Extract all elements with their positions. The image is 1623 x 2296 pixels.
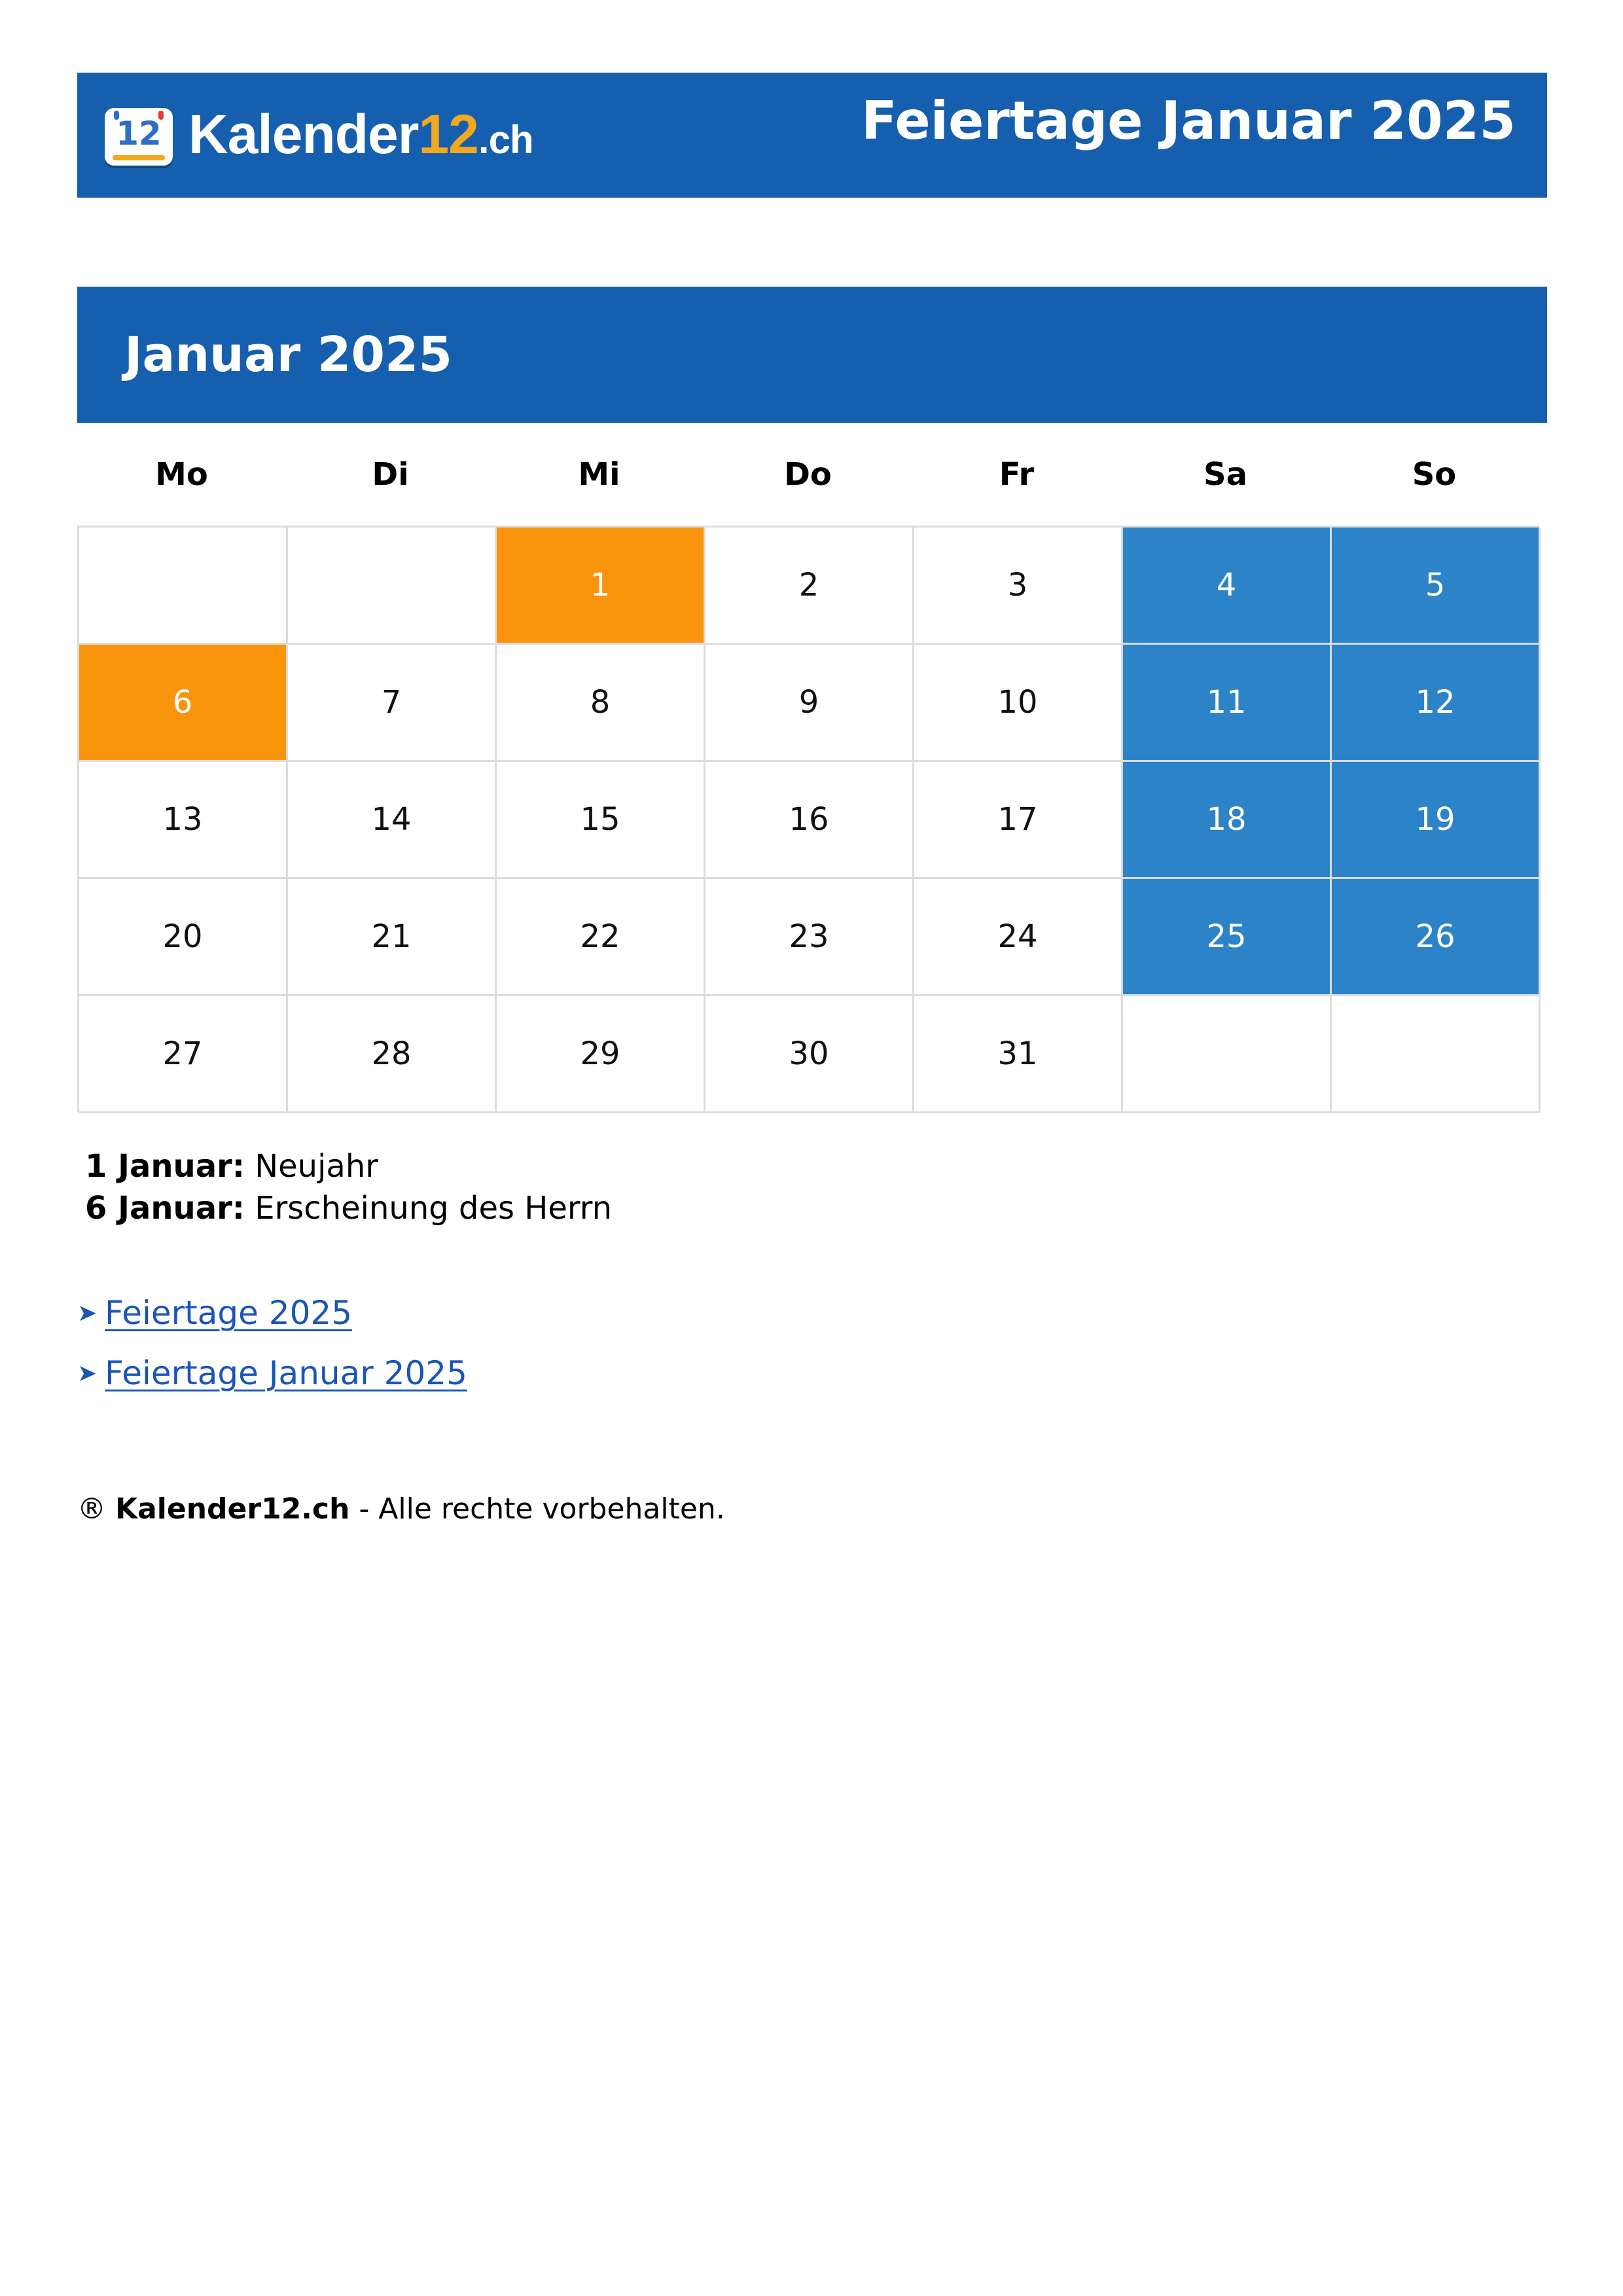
holiday-item [85, 1145, 1263, 1187]
day-cell-empty [1123, 996, 1332, 1113]
holiday-name: Erscheinung des Herrn [255, 1190, 613, 1227]
day-cell-empty [79, 528, 288, 645]
footer [77, 1490, 725, 1529]
weekday-so: So [1412, 456, 1457, 493]
day-cell-holiday: 6 [79, 645, 288, 762]
weekday-di: Di [372, 456, 409, 493]
day-cell-weekend: 18 [1123, 762, 1332, 879]
day-cell-empty [288, 528, 497, 645]
day-cell: 29 [497, 996, 705, 1113]
day-cell-weekend: 11 [1123, 645, 1332, 762]
holiday-date: 1 Januar: [85, 1148, 245, 1185]
month-title-bar [77, 287, 1547, 423]
day-cell-weekend: 4 [1123, 528, 1332, 645]
day-cell: 27 [79, 996, 288, 1113]
footer-text: - Alle rechte vorbehalten. [359, 1492, 725, 1526]
holiday-item [85, 1187, 1263, 1229]
weekday-mi: Mi [578, 456, 620, 493]
day-cell: 15 [497, 762, 705, 879]
day-cell: 28 [288, 996, 497, 1113]
weekday-fr: Fr [999, 456, 1035, 493]
day-cell-weekend: 25 [1123, 879, 1332, 996]
logo-text-accent: 12 [418, 103, 478, 165]
page-title: Feiertage Januar 2025 [861, 90, 1516, 151]
calendar-icon [105, 108, 173, 166]
day-cell-holiday: 1 [497, 528, 705, 645]
day-cell: 16 [705, 762, 914, 879]
day-cell-weekend: 5 [1332, 528, 1541, 645]
calendar-grid [77, 526, 1539, 1112]
day-cell: 30 [705, 996, 914, 1113]
day-cell: 10 [914, 645, 1123, 762]
arrow-right-icon: ➤ [77, 1299, 98, 1327]
logo-text-main: Kalender [188, 103, 419, 165]
logo-wordmark [188, 104, 533, 170]
day-cell-empty [1332, 996, 1541, 1113]
holiday-name: Neujahr [255, 1148, 378, 1185]
day-cell: 14 [288, 762, 497, 879]
weekday-header-row [77, 445, 1539, 504]
month-title: Januar 2025 [124, 327, 452, 383]
day-cell-weekend: 12 [1332, 645, 1541, 762]
registered-icon: ® [77, 1492, 106, 1526]
day-cell: 31 [914, 996, 1123, 1113]
footer-brand: Kalender12.ch [115, 1492, 350, 1526]
day-cell: 23 [705, 879, 914, 996]
calendar-icon-bar [113, 155, 165, 160]
site-logo[interactable] [105, 103, 533, 167]
day-cell: 17 [914, 762, 1123, 879]
day-cell: 8 [497, 645, 705, 762]
link-feiertage-2025[interactable]: Feiertage 2025 [105, 1294, 353, 1332]
day-cell-weekend: 19 [1332, 762, 1541, 879]
logo-text-tld: .ch [478, 117, 533, 162]
day-cell: 2 [705, 528, 914, 645]
day-cell: 7 [288, 645, 497, 762]
day-cell: 21 [288, 879, 497, 996]
day-cell-weekend: 26 [1332, 879, 1541, 996]
weekday-sa: Sa [1204, 456, 1247, 493]
related-links [77, 1283, 467, 1403]
link-row [77, 1343, 467, 1403]
day-cell: 22 [497, 879, 705, 996]
link-row [77, 1283, 467, 1343]
day-cell: 13 [79, 762, 288, 879]
header-banner [77, 73, 1547, 198]
day-cell: 24 [914, 879, 1123, 996]
arrow-right-icon: ➤ [77, 1359, 98, 1387]
holiday-date: 6 Januar: [85, 1190, 245, 1227]
holiday-list [85, 1145, 1263, 1229]
calendar-icon-number: 12 [116, 115, 162, 152]
day-cell: 3 [914, 528, 1123, 645]
link-feiertage-januar-2025[interactable]: Feiertage Januar 2025 [105, 1354, 467, 1392]
weekday-do: Do [784, 456, 832, 493]
day-cell: 9 [705, 645, 914, 762]
day-cell: 20 [79, 879, 288, 996]
weekday-mo: Mo [155, 456, 208, 493]
